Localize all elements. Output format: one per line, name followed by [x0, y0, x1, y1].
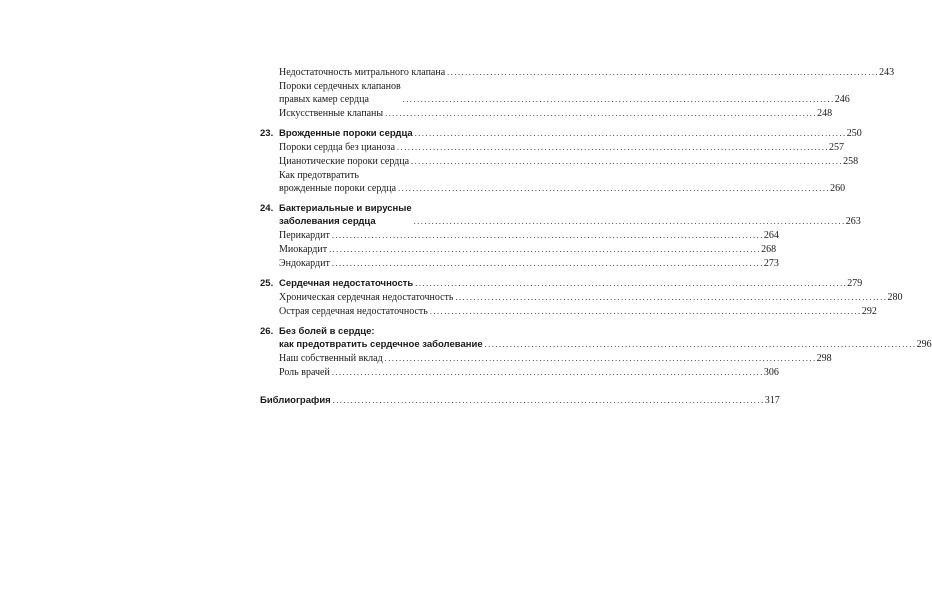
toc-entry[interactable]: [260, 169, 846, 195]
page-number: 243: [879, 67, 895, 78]
toc-entry[interactable]: [260, 229, 779, 242]
entry-title: [279, 291, 453, 304]
entry-title-line: врожденные пороки сердца: [279, 183, 397, 194]
dot-leader: ........................................................................................................................: [385, 109, 818, 118]
entry-title: [260, 394, 331, 407]
toc-entry[interactable]: [260, 366, 779, 379]
entry-title-line: Как предотвратить: [279, 170, 359, 181]
entry-title-line: Цианотические пороки сердца: [279, 156, 410, 167]
entry-title-line: Эндокардит: [279, 258, 330, 269]
page-number: 258: [843, 156, 859, 167]
entry-title: [279, 169, 396, 195]
entry-title-line: Сердечная недостаточность: [279, 278, 414, 289]
entry-title-line: Миокардит: [279, 244, 328, 255]
page-number: 268: [761, 244, 777, 255]
page-number: 279: [847, 278, 863, 289]
entry-title-line: Пороки сердечных клапанов: [279, 81, 401, 92]
entry-title-line: Острая сердечная недостаточность: [279, 306, 428, 317]
page-number: 296: [916, 339, 932, 350]
dot-leader: ........................................................................................................................: [415, 279, 848, 288]
toc-chapter-entry[interactable]: [260, 202, 861, 228]
entry-title: [279, 155, 409, 168]
entry-title: [279, 325, 483, 351]
entry-title-line: Врожденные пороки сердца: [279, 128, 413, 139]
dot-leader: ........................................................................................................................: [384, 354, 817, 363]
entry-title: [279, 107, 383, 120]
page-number: 264: [763, 230, 779, 241]
dot-leader: ........................................................................................................................: [331, 259, 764, 268]
page-number: 280: [887, 292, 903, 303]
chapter-number: 25.: [260, 278, 274, 289]
entry-title-line: Хроническая сердечная недостаточность: [279, 292, 454, 303]
entry-title-line: Наш собственный вклад: [279, 353, 383, 364]
dot-leader: ........................................................................................................................: [331, 368, 764, 377]
page-number: 248: [817, 108, 833, 119]
toc-entry[interactable]: [260, 257, 779, 270]
dot-leader: ........................................................................................................................: [332, 396, 765, 405]
page-number: 273: [763, 258, 779, 269]
dot-leader: ........................................................................................................................: [447, 68, 880, 77]
dot-leader: ........................................................................................................................: [398, 184, 831, 193]
dot-leader: ........................................................................................................................: [331, 231, 764, 240]
page-number: 298: [816, 353, 832, 364]
entry-title-line: Пороки сердца без цианоза: [279, 142, 396, 153]
entry-title: [279, 127, 413, 140]
entry-title-line: Недостаточность митрального клапана: [279, 67, 446, 78]
entry-title-line: Перикардит: [279, 230, 330, 241]
toc-entry[interactable]: [260, 243, 777, 256]
toc-entry[interactable]: [260, 305, 877, 318]
chapter-number: 26.: [260, 326, 274, 337]
entry-title-line: заболевания сердца: [279, 216, 376, 227]
toc-entry[interactable]: [260, 352, 832, 365]
dot-leader: ........................................................................................................................: [329, 245, 762, 254]
dot-leader: ........................................................................................................................: [397, 143, 830, 152]
table-of-contents: [260, 66, 932, 408]
entry-title: [279, 229, 330, 242]
entry-title-line: как предотвратить сердечное заболевание: [279, 339, 483, 350]
entry-title: [279, 352, 383, 365]
toc-entry[interactable]: [260, 80, 850, 106]
page-number: 260: [830, 183, 846, 194]
dot-leader: ........................................................................................................................: [402, 95, 835, 104]
page-number: 246: [834, 94, 850, 105]
page-number: 306: [763, 367, 779, 378]
entry-title: [279, 202, 412, 228]
entry-title: [279, 243, 327, 256]
dot-leader: ........................................................................................................................: [411, 157, 844, 166]
dot-leader: ........................................................................................................................: [429, 307, 862, 316]
entry-title-line: Бактериальные и вирусные: [279, 203, 412, 214]
entry-title: [279, 66, 445, 79]
dot-leader: ........................................................................................................................: [413, 217, 846, 226]
dot-leader: ........................................................................................................................: [414, 129, 847, 138]
dot-leader: ........................................................................................................................: [484, 340, 917, 349]
entry-title-line: Роль врачей: [279, 367, 330, 378]
entry-title: [279, 141, 395, 154]
toc-chapter-entry[interactable]: [260, 127, 862, 140]
chapter-number: 23.: [260, 128, 274, 139]
page-number: 257: [829, 142, 845, 153]
entry-title-line: правых камер сердца: [279, 94, 369, 105]
entry-title: [279, 257, 330, 270]
toc-entry[interactable]: [260, 291, 903, 304]
toc-entry[interactable]: [260, 155, 859, 168]
page-number: 317: [764, 395, 780, 406]
entry-title-line: Искусственные клапаны: [279, 108, 384, 119]
entry-title: [279, 366, 330, 379]
toc-chapter-entry[interactable]: [260, 325, 932, 351]
toc-entry[interactable]: [260, 107, 833, 120]
toc-entry[interactable]: [260, 66, 895, 79]
page-number: 292: [861, 306, 877, 317]
entry-title-line: Библиография: [260, 395, 331, 406]
dot-leader: ........................................................................................................................: [455, 293, 888, 302]
entry-title: [279, 305, 428, 318]
section-gap: [260, 380, 520, 394]
page-number: 263: [845, 216, 861, 227]
toc-chapter-entry[interactable]: [260, 277, 863, 290]
entry-title-line: Без болей в сердце:: [279, 326, 375, 337]
entry-title: [279, 80, 401, 106]
page-number: 250: [846, 128, 862, 139]
toc-chapter-entry[interactable]: [260, 394, 780, 407]
entry-title: [279, 277, 413, 290]
toc-entry[interactable]: [260, 141, 845, 154]
chapter-number: 24.: [260, 203, 274, 214]
